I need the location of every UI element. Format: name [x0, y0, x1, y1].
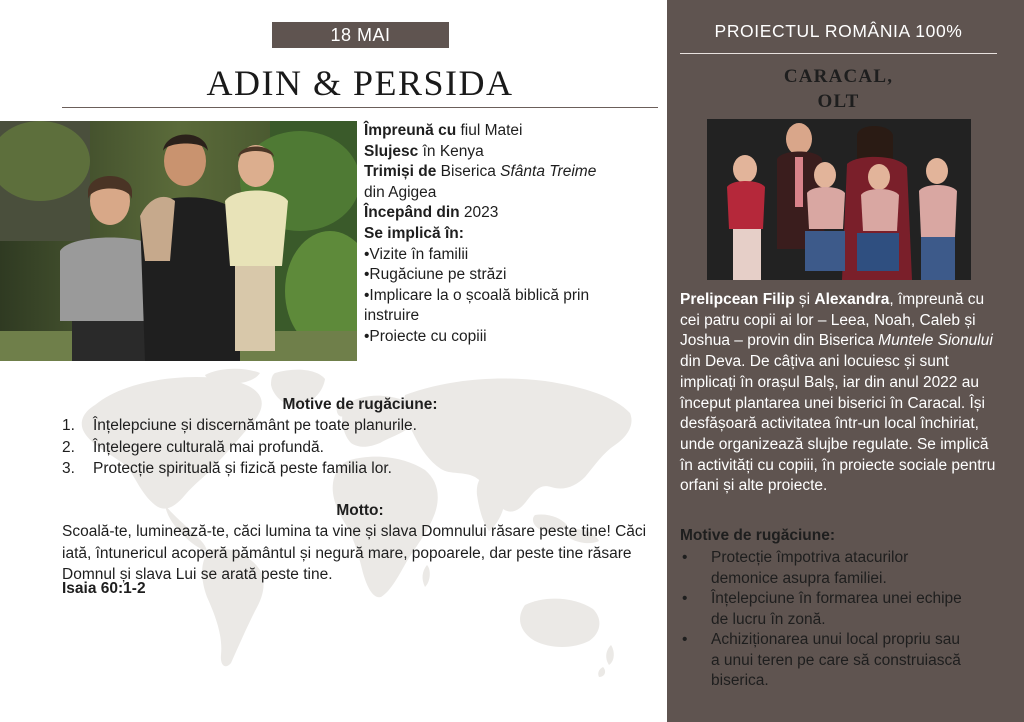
with-row: Împreună cu fiul Matei	[364, 122, 523, 139]
prayer-list	[62, 415, 652, 480]
involved-item: •Implicare la o școală biblică prin	[364, 286, 590, 304]
date-badge: 18 MAI	[272, 22, 449, 48]
prayer-item: 3. Protecție spirituală și fizică peste familia lor.	[62, 460, 392, 477]
involved-item-cont: instruire	[364, 307, 420, 325]
missionary-names: ADIN & PERSIDA	[206, 63, 514, 103]
family-photo-right	[707, 119, 971, 280]
prayer-title: Motive de rugăciune:	[282, 396, 438, 413]
family-photo-left	[0, 121, 357, 361]
family-description: Prelipcean Filip și Alexandra, împreună cu cei patru copii ai lor – Leea, Noah, Caleb și Joshua – provin din Biserica Muntele Sionului din Deva. De câțiva ani locuiesc și sunt implicați în orașul Balș, iar din anul 2022 au început plantarea unei biserici în Caracal. Își desfășoară activitatea într-un local închiriat, unde organizează slujbe regulate. Se implică în activități cu copiii, în proiecte sociale pentru orfani și alte proiecte.	[680, 291, 996, 495]
right-prayer-list	[680, 548, 998, 692]
project-divider	[680, 53, 997, 54]
involved-item: •Rugăciune pe străzi	[364, 266, 507, 284]
motto-text: Scoală-te, luminează-te, căci lumina ta vine și slava Domnului răsare peste tine! Căci iată, întunericul acoperă pământul și negură mare, popoarele, dar peste tine răsare Domnul și slava Lui se arată peste tine.	[62, 523, 647, 583]
sent-row: Trimiși de Biserica Sfânta Treime	[364, 163, 597, 181]
right-prayer-item: • Achiziționarea unui local propriu sau a unui teren pe care să construiască biserica.	[682, 631, 961, 689]
involved-item: •Vizite în familii	[364, 245, 469, 263]
involved-heading: Se implică în:	[364, 224, 464, 242]
right-prayer-item: • Înțelepciune în formarea unei echipe de lucru în zonă.	[682, 590, 962, 628]
since-row: Începând din 2023	[364, 204, 499, 222]
right-prayer-item: • Protecție împotriva atacurilor demonice asupra familiei.	[682, 549, 909, 587]
sent-place: din Agigea	[364, 183, 437, 201]
prayer-item: 1. Înțelepciune și discernământ pe toate planurile.	[62, 417, 417, 434]
title-divider	[62, 107, 658, 108]
missionary-info	[364, 121, 659, 348]
city-title: CARACAL, OLT	[783, 66, 894, 112]
serve-row: Slujesc în Kenya	[364, 142, 484, 160]
motto-title: Motto:	[336, 502, 384, 519]
project-title: PROIECTUL ROMÂNIA 100%	[714, 21, 963, 41]
right-prayer-title: Motive de rugăciune:	[680, 527, 836, 544]
prayer-item: 2. Înțelegere culturală mai profundă.	[62, 438, 324, 456]
involved-item: •Proiecte cu copiii	[364, 327, 487, 345]
motto-reference: Isaia 60:1-2	[62, 580, 146, 597]
